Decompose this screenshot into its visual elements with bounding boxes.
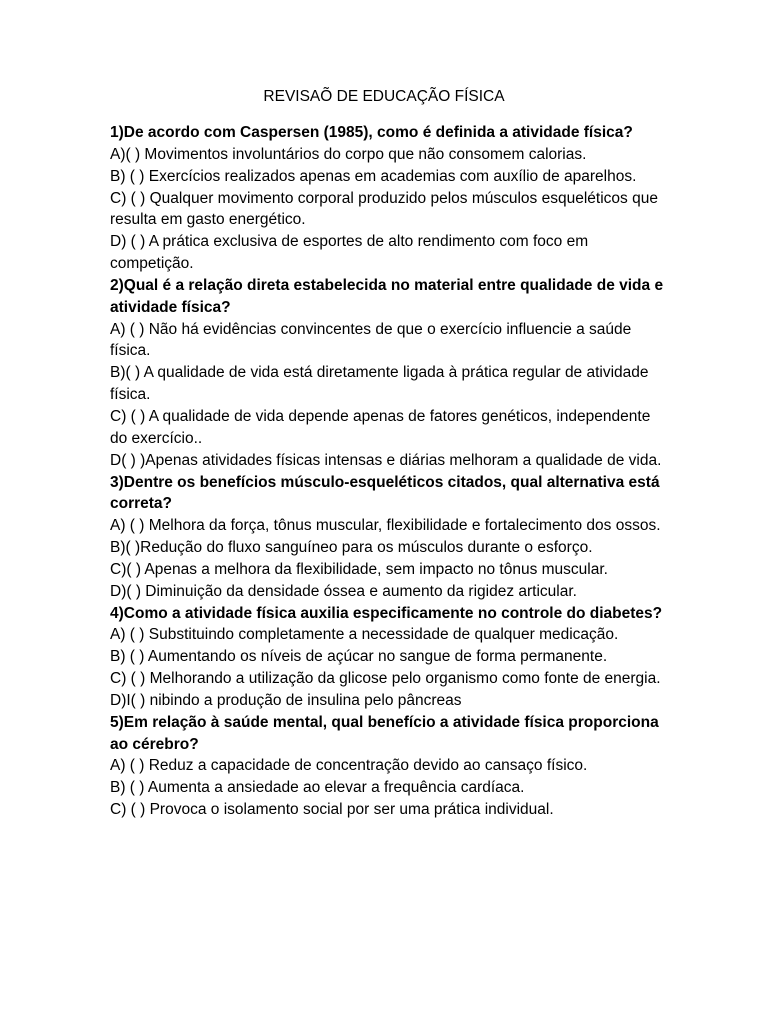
question-text: 3)Dentre os benefícios músculo-esqueléticos citados, qual alternativa está correta?: [110, 473, 660, 513]
question-2: [110, 275, 670, 472]
option-b: B)( )Redução do fluxo sanguíneo para os músculos durante o esforço.: [110, 539, 593, 557]
question-3: [110, 472, 670, 603]
option-a: A) ( ) Melhora da força, tônus muscular, flexibilidade e fortalecimento dos ossos.: [110, 517, 661, 535]
option-a: A) ( ) Substituindo completamente a necessidade de qualquer medicação.: [110, 626, 619, 644]
option-a: A) ( ) Não há evidências convincentes de que o exercício influencie a saúde física.: [110, 320, 632, 360]
option-a: A) ( ) Reduz a capacidade de concentração devido ao cansaço físico.: [110, 757, 588, 775]
option-c: C) ( ) Provoca o isolamento social por ser uma prática individual.: [110, 801, 554, 819]
question-4: [110, 603, 670, 712]
question-5: [110, 712, 670, 821]
option-c: C)( ) Apenas a melhora da flexibilidade, sem impacto no tônus muscular.: [110, 560, 608, 578]
option-d: D( ) )Apenas atividades físicas intensas e diárias melhoram a qualidade de vida.: [110, 451, 662, 469]
option-b: B) ( ) Exercícios realizados apenas em academias com auxílio de aparelhos.: [110, 167, 637, 185]
option-b: B)( ) A qualidade de vida está diretamente ligada à prática regular de atividade física.: [110, 364, 649, 404]
question-list: [110, 122, 670, 821]
option-c: C) ( ) Qualquer movimento corporal produzido pelos músculos esqueléticos que resulta em gasto energético.: [110, 189, 658, 229]
question-text: 5)Em relação à saúde mental, qual benefício a atividade física proporciona ao cérebro?: [110, 713, 659, 753]
option-d: D) ( ) A prática exclusiva de esportes de alto rendimento com foco em competição.: [110, 233, 589, 273]
question-1: [110, 122, 670, 275]
question-text: 1)De acordo com Caspersen (1985), como é definida a atividade física?: [110, 124, 633, 141]
option-b: B) ( ) Aumenta a ansiedade ao elevar a frequência cardíaca.: [110, 779, 525, 797]
question-text: 2)Qual é a relação direta estabelecida no material entre qualidade de vida e atividade física?: [110, 276, 664, 316]
option-d: D)I( ) nibindo a produção de insulina pelo pâncreas: [110, 691, 462, 709]
document-title: REVISAÕ DE EDUCAÇÃO FÍSICA: [263, 88, 505, 105]
question-text: 4)Como a atividade física auxilia especificamente no controle do diabetes?: [110, 604, 663, 622]
option-b: B) ( ) Aumentando os níveis de açúcar no sangue de forma permanente.: [110, 648, 608, 666]
option-c: C) ( ) Melhorando a utilização da glicose pelo organismo como fonte de energia.: [110, 670, 661, 688]
option-a: A)( ) Movimentos involuntários do corpo que não consomem calorias.: [110, 145, 587, 163]
option-d: D)( ) Diminuição da densidade óssea e aumento da rigidez articular.: [110, 582, 577, 600]
option-c: C) ( ) A qualidade de vida depende apenas de fatores genéticos, independente do exercício..: [110, 407, 651, 447]
